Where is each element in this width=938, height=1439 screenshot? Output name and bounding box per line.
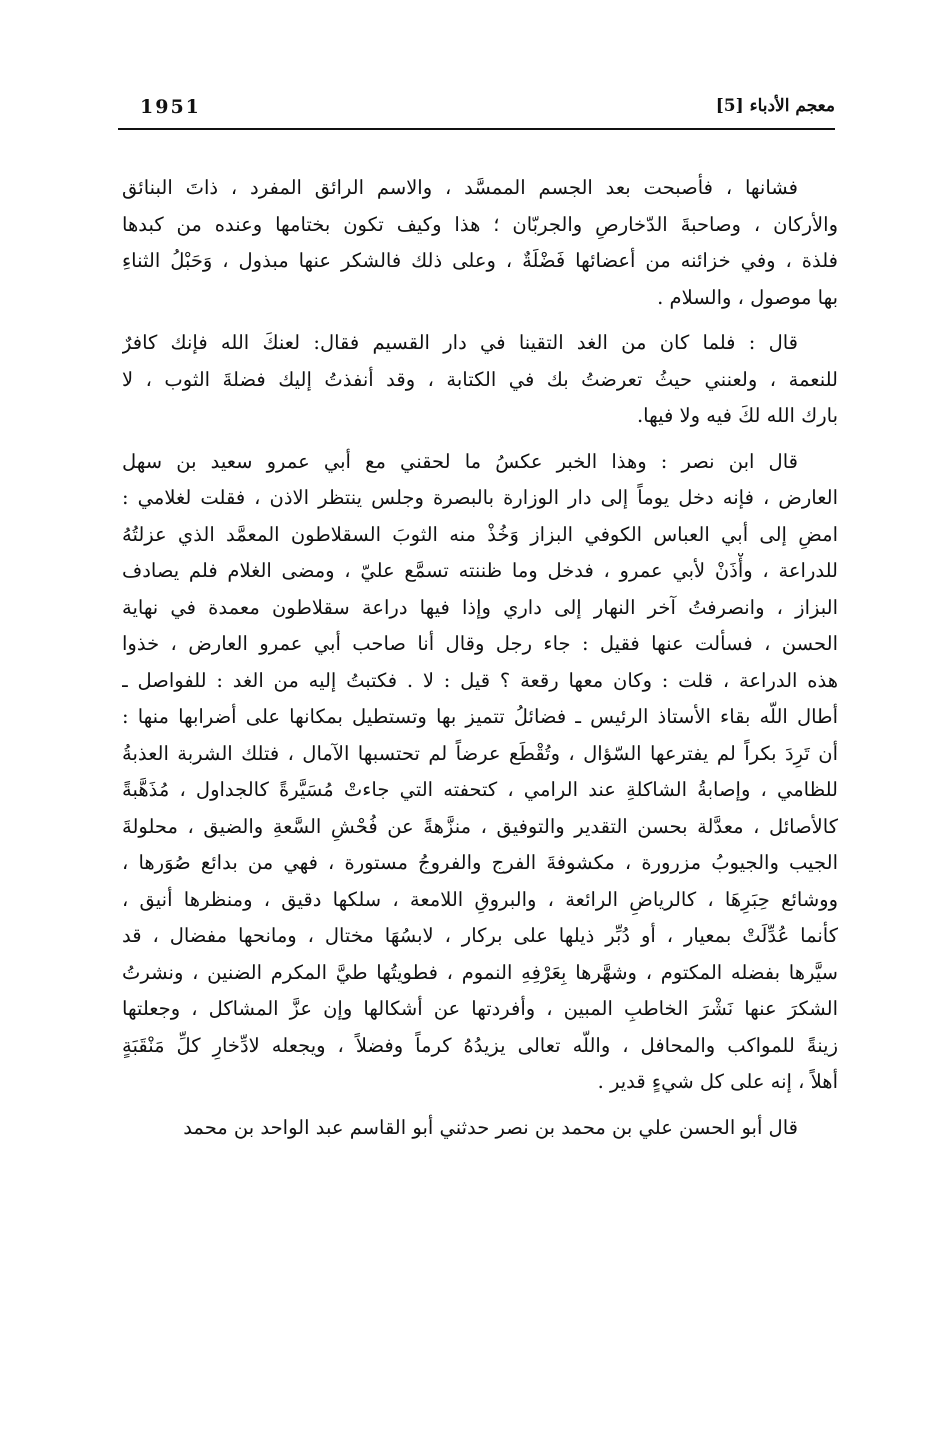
- text-line: للدراعة ، وأْذَنْ لأبي عمرو ، فدخل وما ظننته تسمَّع عليّ ، ومضى الغلام فلم يصادف: [122, 559, 838, 582]
- text-line: الحسن ، فسألت عنها فقيل : جاء رجل وقال أنا صاحب أبي عمرو العارض ، خذوا: [122, 632, 838, 655]
- paragraph: [122, 444, 838, 1101]
- paragraph: [122, 1110, 838, 1147]
- paragraph: [122, 170, 838, 316]
- text-line: الشكرَ عنها نَشْرَ الخاطبِ المبين ، وأفردتها عن أشكالها وإن عزَّ المشاكل ، وجعلتها: [122, 997, 838, 1020]
- text-line: سيَّرها بفضله المكتوم ، وشهَّرها بِعَرْفِهِ النموم ، فطويتُها طيَّ المكرم الضنين ، ونشرتُ: [122, 960, 838, 984]
- text-line: كالأصائل ، معدَّلة بحسن التقدير والتوفيق ، منزَّهةً عن فُحْشِ السَّعةِ والضيق ، محلولةَ: [122, 814, 838, 838]
- text-line: فلذة ، وفي خزائنه من أعضائها فَضْلَةٌ ، وعلى ذلك فالشكر عنها مبذول ، وَحَبْلُ الثناءِ: [122, 249, 838, 272]
- text-line: فشانها ، فأصبحت بعد الجسم الممسَّد ، والاسم الرائق المفرد ، ذاتَ البنائق: [122, 176, 798, 199]
- header-rule: [118, 128, 835, 130]
- paragraph: [122, 325, 838, 435]
- text-line: ووشائع حِبَرِهَا ، كالرياضِ الرائعة ، والبروقِ اللامعة ، سلكها دقيق ، ومنظرها أنيق ،: [122, 887, 838, 911]
- text-line: كأنما عُدِّلَتْ بمعيار ، أو دُبِّر ذيلها على بركار ، لابسُهَا مختال ، ومانحها مفضال ، قد: [122, 924, 838, 947]
- paragraph-gap: [122, 316, 838, 325]
- text-line: أطال اللّه بقاء الأستاذ الرئيس ـ فضائلُ تتميز بها وتستطيل بمكانها على أضرابها منها :: [122, 705, 838, 728]
- text-line: أن تَرِدَ بكراً لم يفترعها السّؤال ، وتُقْطَع عرضاً لم تحتسبها الآمال ، فتلك الشربة العذبةُ: [122, 741, 838, 765]
- page-number: 1951: [140, 96, 201, 118]
- paragraph-gap: [122, 1101, 838, 1110]
- text-line: قال أبو الحسن علي بن محمد بن نصر حدثني أبو القاسم عبد الواحد بن محمد: [183, 1115, 798, 1139]
- text-line: أهلاً ، إنه على كل شيءٍ قدير .: [597, 1070, 838, 1093]
- text-line: العارض ، فإنه دخل يوماً إلى دار الوزارة بالبصرة وجلس ينتظر الاذن ، فقلت لغلامي :: [122, 486, 838, 509]
- text-line: قال ابن نصر : وهذا الخبر عكسُ ما لحقني مع أبي عمرو سعيد بن سهل: [122, 449, 798, 473]
- text-line: والأركان ، وصاحبةَ الدّخارصِ والجربّان ؛ هذا وكيف تكون بختامها وعنده من كبدها: [122, 212, 838, 236]
- text-body: [122, 170, 838, 1146]
- text-line: زينةً للمواكب والمحافل ، واللّه تعالى يزيدُهُ كرماً وفضلاً ، ويجعله لادِّخارِ كلِّ مَنْقَبَةٍ: [122, 1033, 838, 1057]
- text-line: للظامي ، وإصابةُ الشاكلةِ عند الرامي ، كتحفته التي جاءتْ مُسَيَّرةً كالجداول ، مُذَهَّبةً: [122, 778, 838, 801]
- text-line: قال : فلما كان من الغد التقينا في دار القسيم فقال: لعنكَ الله فإنك كافرٌ: [122, 331, 798, 354]
- text-line: هذه الدراعة ، قلت : وكان معها رقعة ؟ قيل : لا . فكتبتُ إليه من الغد : للفواصل ـ: [122, 668, 838, 692]
- text-line: بها موصول ، والسلام .: [657, 285, 838, 309]
- text-line: الجيب والجيوبُ مزرورة ، مكشوفةَ الفرج والفروجُ مستورة ، فهي من بدائع صُوَرها ،: [122, 851, 838, 874]
- page-header: [118, 92, 835, 126]
- text-line: للنعمة ، ولعنني حيثُ تعرضتُ بك في الكتابة ، وقد أنفذتُ إليك فضلةَ الثوب ، لا: [122, 367, 838, 391]
- text-line: البزاز ، وانصرفتُ آخر النهار إلى داري وإذا فيها دراعة سقلاطون معمدة في نهاية: [122, 595, 838, 619]
- text-line: امضِ إلى أبي العباس الكوفي البزاز وَخُذْ منه الثوبَ السقلاطون المعمَّد الذي عزلتُهُ: [122, 522, 838, 546]
- text-line: بارك الله لكَ فيه ولا فيها.: [636, 404, 838, 427]
- paragraph-gap: [122, 435, 838, 444]
- running-title: معجم الأدباء [5]: [715, 96, 835, 116]
